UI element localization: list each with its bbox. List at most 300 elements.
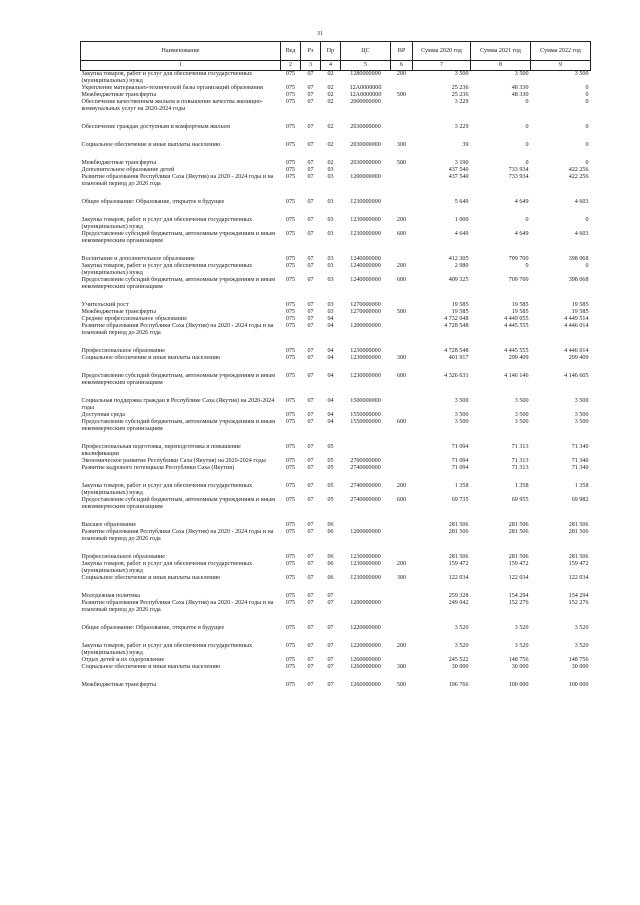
row-rz: 07 (307, 600, 314, 606)
row-spacer (81, 131, 591, 142)
row-sum-2022: 0 (585, 99, 589, 105)
row-pr: 04 (327, 412, 334, 418)
header-rz: Рз (301, 42, 321, 61)
row-vr: 200 (396, 217, 407, 223)
row-cs: 1200000000 (350, 174, 381, 180)
row-sum-2021: 281 506 (508, 554, 529, 560)
row-rz: 07 (307, 398, 314, 404)
row-sum-2020: 39 (462, 142, 469, 148)
table-row (81, 575, 591, 582)
row-spacer (81, 337, 591, 348)
table-row (81, 323, 591, 337)
row-rz: 07 (307, 497, 314, 503)
row-sum-2022: 4 146 605 (564, 373, 589, 379)
row-sum-2020: 159 472 (448, 561, 469, 567)
row-sum-2020: 2 980 (454, 263, 469, 269)
row-spacer (81, 291, 591, 302)
row-rz: 07 (307, 465, 314, 471)
row-rz: 07 (307, 625, 314, 631)
row-spacer-cell (81, 543, 591, 554)
row-pr: 03 (327, 277, 334, 283)
row-pr: 06 (327, 575, 334, 581)
row-pr: 04 (327, 323, 334, 329)
header-sum-2022: Сумма 2022 год (531, 42, 591, 61)
row-rz: 07 (307, 412, 314, 418)
row-sum-2020: 25 236 (451, 92, 469, 98)
row-spacer (81, 433, 591, 444)
row-ved: 075 (285, 522, 296, 528)
row-cs: 1260000000 (350, 664, 381, 670)
row-sum-2020: 245 522 (448, 657, 469, 663)
row-name: Развитие кадрового потенциала Республики Саха (Якутия) (81, 465, 235, 471)
row-name: Воспитание и дополнительное образование (81, 256, 195, 262)
table-row (81, 664, 591, 671)
row-rz: 07 (307, 348, 314, 354)
row-rz: 07 (307, 160, 314, 166)
row-cs: 1240000000 (350, 256, 381, 262)
table-row (81, 199, 591, 206)
row-sum-2020: 437 540 (448, 174, 469, 180)
row-spacer-cell (81, 362, 591, 373)
table-row (81, 277, 591, 291)
row-vr: 600 (396, 231, 407, 237)
row-name: Обеспечение качественным жильем и повышение качества жилищно-коммунальных услуг на 2020-2024 годы (81, 99, 264, 112)
row-name: Отдых детей и их оздоровление (81, 657, 165, 663)
row-pr: 07 (327, 593, 334, 599)
row-cs: 2740000000 (350, 483, 381, 489)
row-cs: 1240000000 (350, 263, 381, 269)
col-number: 6 (391, 61, 413, 71)
table-row (81, 554, 591, 561)
row-pr: 03 (327, 309, 334, 315)
row-pr: 05 (327, 465, 334, 471)
row-sum-2020: 3 500 (454, 398, 469, 404)
row-sum-2021: 709 700 (508, 277, 529, 283)
row-sum-2022: 422 256 (568, 167, 589, 173)
header-name: Наименование (81, 42, 281, 61)
row-sum-2021: 0 (525, 99, 529, 105)
table-row (81, 316, 591, 323)
row-pr: 06 (327, 522, 334, 528)
table-row (81, 256, 591, 263)
row-sum-2021: 69 955 (511, 497, 529, 503)
row-vr (391, 593, 413, 600)
row-rz: 07 (307, 444, 314, 450)
row-spacer (81, 472, 591, 483)
row-cs: 1230000000 (350, 561, 381, 567)
row-sum-2020: 401 917 (448, 355, 469, 361)
row-sum-2022: 71 340 (571, 458, 589, 464)
table-row (81, 71, 591, 86)
row-sum-2020: 259 328 (448, 593, 469, 599)
row-rz: 07 (307, 199, 314, 205)
row-name: Общее образование: Образование, открытое в будущее (81, 625, 225, 631)
table-row (81, 355, 591, 362)
row-sum-2020: 19 585 (451, 302, 469, 308)
row-name: Социальное обеспечение и иные выплаты населению (81, 142, 221, 148)
row-sum-2021: 4 449 055 (504, 316, 529, 322)
row-cs (341, 522, 391, 529)
row-ved: 075 (285, 561, 296, 567)
row-sum-2021: 733 934 (508, 167, 529, 173)
row-ved: 075 (285, 600, 296, 606)
row-cs: 1230000000 (350, 199, 381, 205)
row-ved: 075 (285, 554, 296, 560)
row-ved: 075 (285, 277, 296, 283)
row-vr (391, 412, 413, 419)
row-name: Социальная поддержка граждан в Республике Саха (Якутия) на 2020-2024 годы (81, 398, 275, 411)
row-ved: 075 (285, 458, 296, 464)
row-name: Доступная среда (81, 412, 125, 418)
row-spacer (81, 362, 591, 373)
row-cs: 1230000000 (350, 348, 381, 354)
row-sum-2022: 3 520 (574, 625, 589, 631)
row-ved: 075 (285, 575, 296, 581)
row-spacer-cell (81, 206, 591, 217)
row-cs (341, 316, 391, 323)
row-ved: 075 (285, 302, 296, 308)
row-sum-2021: 733 934 (508, 174, 529, 180)
table-row (81, 174, 591, 188)
row-name: Предоставление субсидий бюджетным, автономным учреждениям и иным некоммерческим организациям (81, 231, 275, 244)
row-sum-2022: 4 446 014 (564, 348, 589, 354)
row-spacer (81, 113, 591, 124)
row-sum-2020: 4 326 631 (444, 373, 469, 379)
table-row (81, 85, 591, 92)
row-rz: 07 (307, 355, 314, 361)
row-name: Закупка товаров, работ и услуг для обеспечения государственных (муниципальных) нужд (81, 561, 253, 574)
row-spacer-cell (81, 337, 591, 348)
row-pr: 06 (327, 561, 334, 567)
row-spacer-cell (81, 245, 591, 256)
row-cs: 1270000000 (350, 302, 381, 308)
row-name: Предоставление субсидий бюджетным, автономным учреждениям и иным некоммерческим организациям (81, 277, 275, 290)
row-ved: 075 (285, 465, 296, 471)
row-name: Межбюджетные трансферты (81, 92, 157, 98)
row-sum-2021: 3 500 (514, 71, 529, 77)
row-sum-2022: 0 (585, 92, 589, 98)
row-rz: 07 (307, 142, 314, 148)
row-sum-2020: 281 506 (448, 554, 469, 560)
row-vr: 600 (396, 419, 407, 425)
row-ved: 075 (285, 160, 296, 166)
row-ved: 075 (285, 593, 296, 599)
row-rz: 07 (307, 458, 314, 464)
row-cs (341, 593, 391, 600)
row-rz: 07 (307, 302, 314, 308)
row-sum-2022: 148 756 (568, 657, 589, 663)
row-name: Развитие образования Республики Саха (Якутия) на 2020 - 2024 годы и на плановый период до 2026 года (81, 529, 274, 542)
table-row (81, 657, 591, 664)
row-sum-2022: 398 068 (568, 256, 589, 262)
row-rz: 07 (307, 92, 314, 98)
row-name: Предоставление субсидий бюджетным, автономным учреждениям и иным некоммерческим организациям (81, 373, 275, 386)
row-rz: 07 (307, 529, 314, 535)
row-vr (391, 302, 413, 309)
row-sum-2020: 25 236 (451, 85, 469, 91)
row-sum-2022: 0 (585, 217, 589, 223)
row-ved: 075 (285, 657, 296, 663)
row-spacer-cell (81, 472, 591, 483)
row-ved: 075 (285, 142, 296, 148)
row-sum-2021: 4 445 555 (504, 348, 529, 354)
row-vr: 600 (396, 497, 407, 503)
row-rz: 07 (307, 323, 314, 329)
row-sum-2021: 159 472 (508, 561, 529, 567)
row-spacer (81, 582, 591, 593)
row-sum-2020: 71 094 (451, 465, 469, 471)
row-sum-2022: 4 603 (574, 199, 589, 205)
row-cs: 2030000000 (350, 142, 381, 148)
row-sum-2022: 159 472 (568, 561, 589, 567)
row-rz: 07 (307, 561, 314, 567)
row-rz: 07 (307, 217, 314, 223)
row-vr: 200 (396, 561, 407, 567)
row-pr: 07 (327, 664, 334, 670)
row-cs: 1230000000 (350, 355, 381, 361)
row-vr: 200 (396, 71, 407, 77)
row-cs: 1550000000 (350, 412, 381, 418)
row-ved: 075 (285, 412, 296, 418)
row-vr (391, 398, 413, 412)
row-name: Межбюджетные трансферты (81, 160, 157, 166)
row-pr: 04 (327, 316, 334, 322)
row-rz: 07 (307, 554, 314, 560)
row-sum-2020: 3 190 (454, 160, 469, 166)
row-rz: 07 (307, 522, 314, 528)
row-pr: 04 (327, 355, 334, 361)
row-ved: 075 (285, 355, 296, 361)
table-row (81, 99, 591, 113)
row-vr: 500 (396, 682, 407, 688)
row-sum-2021: 19 585 (511, 302, 529, 308)
row-sum-2021: 0 (525, 142, 529, 148)
row-cs: 1240000000 (350, 277, 381, 283)
row-sum-2020: 122 034 (448, 575, 469, 581)
row-name: Закупка товаров, работ и услуг для обеспечения государственных (муниципальных) нужд (81, 263, 253, 276)
row-pr: 05 (327, 483, 334, 489)
table-row (81, 625, 591, 632)
row-ved: 075 (285, 643, 296, 649)
row-sum-2020: 3 520 (454, 643, 469, 649)
row-ved: 075 (285, 529, 296, 535)
row-pr: 03 (327, 167, 334, 173)
row-name: Профессиональное образование (81, 554, 166, 560)
row-vr (391, 348, 413, 355)
row-vr: 500 (396, 160, 407, 166)
row-rz: 07 (307, 483, 314, 489)
row-name: Дополнительное образование детей (81, 167, 175, 173)
col-number: 1 (81, 61, 281, 71)
row-rz: 07 (307, 643, 314, 649)
row-rz: 07 (307, 373, 314, 379)
row-rz: 07 (307, 593, 314, 599)
row-name: Высшее образование (81, 522, 137, 528)
row-name: Предоставление субсидий бюджетным, автономным учреждениям и иным некоммерческим организациям (81, 497, 275, 510)
row-sum-2022: 281 506 (568, 522, 589, 528)
row-pr: 05 (327, 497, 334, 503)
row-vr (391, 529, 413, 543)
row-pr: 02 (327, 85, 334, 91)
row-sum-2020: 249 042 (448, 600, 469, 606)
row-vr (391, 256, 413, 263)
row-sum-2020: 19 585 (451, 309, 469, 315)
row-name: Развитие образования Республики Саха (Якутия) на 2020 - 2024 годы и на плановый период до 2026 года (81, 174, 274, 187)
row-sum-2021: 48 330 (511, 92, 529, 98)
row-rz: 07 (307, 657, 314, 663)
row-rz: 07 (307, 277, 314, 283)
row-pr: 04 (327, 398, 334, 404)
row-sum-2022: 3 500 (574, 398, 589, 404)
row-rz: 07 (307, 124, 314, 130)
row-sum-2021: 152 276 (508, 600, 529, 606)
row-sum-2022: 1 358 (574, 483, 589, 489)
row-vr (391, 174, 413, 188)
row-ved: 075 (285, 625, 296, 631)
row-sum-2020: 4 728 548 (444, 323, 469, 329)
table-row (81, 497, 591, 511)
row-pr: 06 (327, 529, 334, 535)
row-sum-2022: 281 506 (568, 554, 589, 560)
row-pr: 03 (327, 263, 334, 269)
row-sum-2022: 3 520 (574, 643, 589, 649)
row-cs: 1230000000 (350, 231, 381, 237)
row-vr: 300 (396, 142, 407, 148)
row-sum-2021: 281 506 (508, 529, 529, 535)
col-number: 4 (321, 61, 341, 71)
table-row (81, 217, 591, 231)
row-rz: 07 (307, 99, 314, 105)
row-sum-2022: 3 500 (574, 71, 589, 77)
row-sum-2021: 3 500 (514, 419, 529, 425)
table-row (81, 398, 591, 412)
row-rz: 07 (307, 664, 314, 670)
row-pr: 02 (327, 124, 334, 130)
page-number: 31 (317, 31, 323, 37)
row-spacer (81, 245, 591, 256)
table-row (81, 561, 591, 575)
row-pr: 02 (327, 92, 334, 98)
row-name: Обеспечение граждан доступным и комфортным жильем (81, 124, 230, 130)
row-vr (391, 124, 413, 131)
row-vr (391, 85, 413, 92)
row-sum-2022: 0 (585, 263, 589, 269)
row-pr: 04 (327, 348, 334, 354)
row-pr: 04 (327, 419, 334, 425)
row-ved: 075 (285, 124, 296, 130)
row-sum-2021: 30 000 (511, 664, 529, 670)
row-name: Развитие образования Республики Саха (Якутия) на 2020 - 2024 годы и на плановый период до 2026 года (81, 600, 274, 613)
row-spacer (81, 206, 591, 217)
table-row (81, 142, 591, 149)
table-row (81, 124, 591, 131)
table-row (81, 302, 591, 309)
row-cs: 1230000000 (350, 575, 381, 581)
row-ved: 075 (285, 199, 296, 205)
row-spacer (81, 149, 591, 160)
row-sum-2022: 0 (585, 160, 589, 166)
row-ved: 075 (285, 217, 296, 223)
table-row (81, 167, 591, 174)
row-sum-2020: 3 500 (454, 412, 469, 418)
row-rz: 07 (307, 575, 314, 581)
row-name: Предоставление субсидий бюджетным, автономным учреждениям и иным некоммерческим организациям (81, 419, 275, 432)
row-vr: 300 (396, 575, 407, 581)
row-name: Закупка товаров, работ и услуг для обеспечения государственных (муниципальных) нужд (81, 71, 253, 84)
row-pr: 02 (327, 142, 334, 148)
row-sum-2020: 71 094 (451, 458, 469, 464)
row-spacer-cell (81, 188, 591, 199)
row-vr (391, 600, 413, 614)
row-sum-2020: 437 540 (448, 167, 469, 173)
row-cs: 2700000000 (350, 458, 381, 464)
row-sum-2021: 0 (525, 217, 529, 223)
row-sum-2020: 69 735 (451, 497, 469, 503)
row-sum-2022: 4 449 514 (564, 316, 589, 322)
row-name: Межбюджетные трансферты (81, 682, 157, 688)
table-row (81, 373, 591, 387)
row-sum-2021: 709 700 (508, 256, 529, 262)
row-cs: 1230000000 (350, 217, 381, 223)
row-cs: 1500000000 (350, 398, 381, 404)
row-vr (391, 465, 413, 472)
table-header-row (81, 42, 591, 61)
row-sum-2022: 152 276 (568, 600, 589, 606)
row-vr (391, 316, 413, 323)
row-sum-2022: 398 068 (568, 277, 589, 283)
column-number-row (81, 61, 591, 71)
row-rz: 07 (307, 231, 314, 237)
row-pr: 02 (327, 99, 334, 105)
table-row (81, 263, 591, 277)
row-sum-2021: 299 409 (508, 355, 529, 361)
row-cs (341, 444, 391, 458)
row-rz: 07 (307, 309, 314, 315)
row-vr: 600 (396, 277, 407, 283)
row-sum-2021: 71 313 (511, 444, 529, 450)
row-sum-2021: 0 (525, 160, 529, 166)
row-sum-2022: 122 034 (568, 575, 589, 581)
row-spacer (81, 614, 591, 625)
row-pr: 02 (327, 71, 334, 77)
row-ved: 075 (285, 682, 296, 688)
row-vr: 300 (396, 664, 407, 670)
row-pr: 03 (327, 217, 334, 223)
row-ved: 075 (285, 316, 296, 322)
row-cs: 2740000000 (350, 497, 381, 503)
row-cs: 1260000000 (350, 657, 381, 663)
row-vr (391, 167, 413, 174)
row-rz: 07 (307, 316, 314, 322)
row-name: Развитие образования Республики Саха (Якутия) на 2020 - 2024 годы и на плановый период до 2026 года (81, 323, 274, 336)
row-name: Учительский рост (81, 302, 129, 308)
table-row (81, 483, 591, 497)
row-sum-2020: 3 229 (454, 124, 469, 130)
row-sum-2020: 196 766 (448, 682, 469, 688)
table-row (81, 529, 591, 543)
row-rz: 07 (307, 71, 314, 77)
row-name: Молодежная политика (81, 593, 140, 599)
row-ved: 075 (285, 71, 296, 77)
row-ved: 075 (285, 419, 296, 425)
row-sum-2021: 0 (525, 124, 529, 130)
row-rz: 07 (307, 85, 314, 91)
table-row (81, 522, 591, 529)
row-sum-2022: 422 256 (568, 174, 589, 180)
row-sum-2020: 3 520 (454, 625, 469, 631)
row-ved: 075 (285, 323, 296, 329)
row-sum-2021: 100 000 (508, 682, 529, 688)
